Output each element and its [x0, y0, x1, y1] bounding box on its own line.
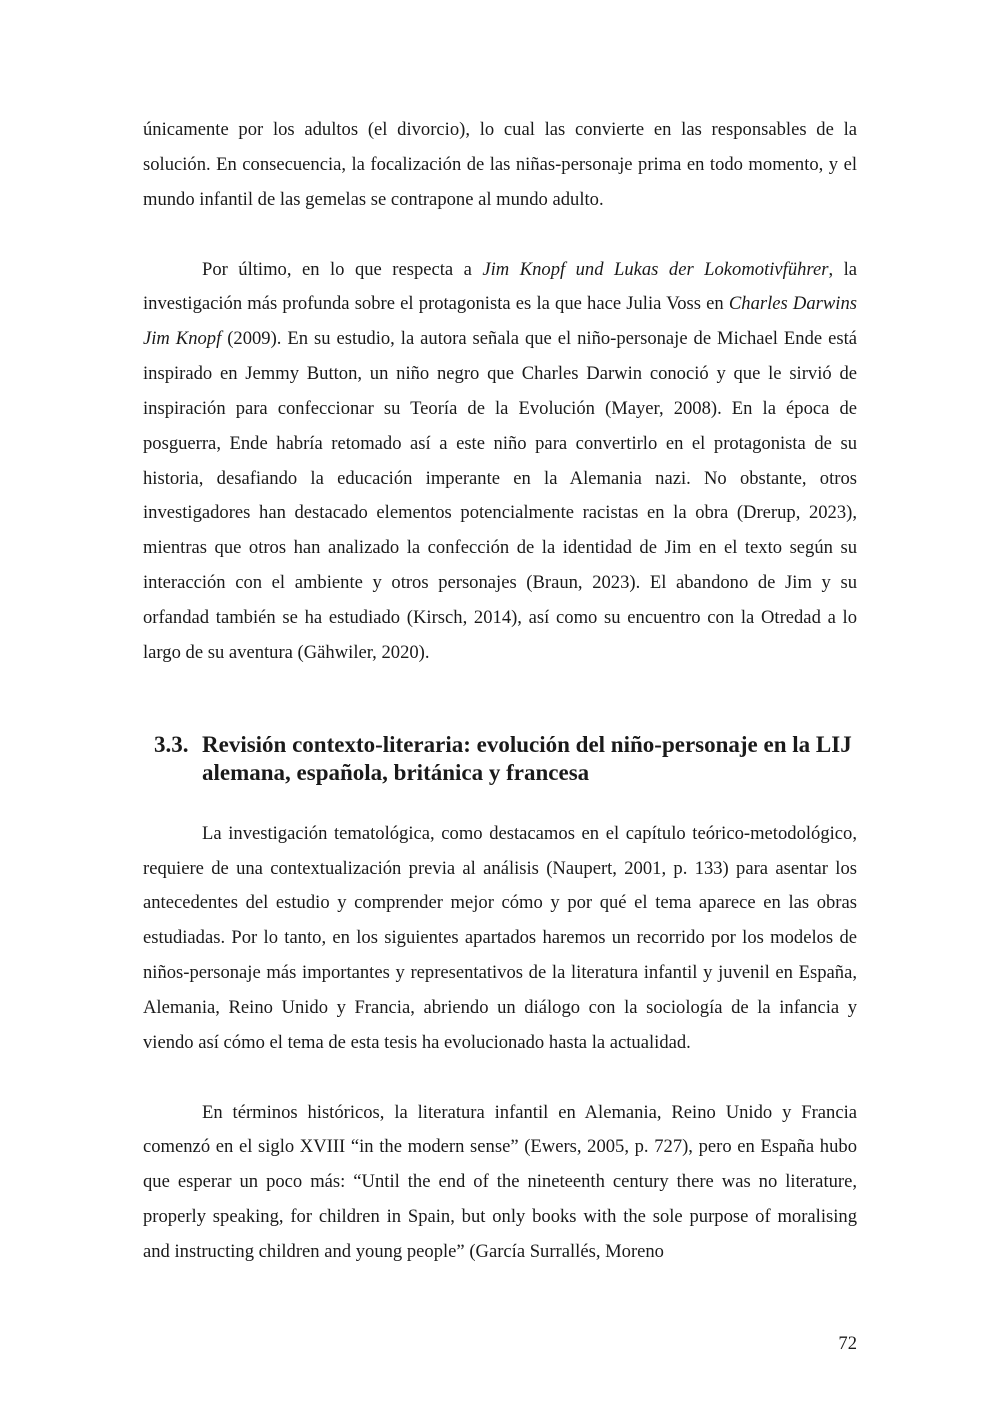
paragraph-2-text-c: (2009). En su estudio, la autora señala que el niño-personaje de Michael Ende está inspirado en Jemmy Button, un niño negro que Charles Darwin conoció y que le sirvió de inspiración para confeccionar su Teoría de la Evolución (Mayer, 2008). En la época de posguerra, Ende habría retomado así a este niño para convertirlo en el protagonista de su historia, desafiando la educación imperante en la Alemania nazi. No obstante, otros investigadores han destacado elementos potencialmente racistas en la obra (Drerup, 2023), mientras que otros han analizado la confección de la identidad de Jim en el texto según su interacción con el ambiente y otros personajes (Braun, 2023). El abandono de Jim y su orfandad también se ha estudiado (Kirsch, 2014), así como su encuentro con la Otredad a lo largo de su aventura (Gähwiler, 2020).: [143, 328, 857, 663]
paragraph-2-text-b: , la investigación más profunda sobre el protagonista es la que hace Julia Voss en: [143, 258, 857, 315]
section-title: Revisión contexto-literaria: evolución del niño-personaje en la LIJ alemana, española, británica y francesa: [202, 731, 852, 785]
heading-gap: [143, 671, 857, 731]
section-heading: [143, 731, 857, 787]
page-body: [143, 113, 857, 1270]
paragraph-2: [143, 253, 857, 671]
paragraph-gap: [143, 1061, 857, 1096]
paragraph-1: [143, 113, 857, 218]
paragraph-1-text: únicamente por los adultos (el divorcio), lo cual las convierte en las responsables de la solución. En consecuencia, la focalización de las niñas-personaje prima en todo momento, y el mundo infantil de las gemelas se contrapone al mundo adulto.: [143, 119, 857, 210]
book-title-jim-knopf: Jim Knopf und Lukas der Lokomotivführer: [482, 258, 829, 280]
paragraph-2-text-a: Por último, en lo que respecta a: [202, 258, 483, 280]
paragraph-4: [143, 1096, 857, 1270]
section-number: 3.3.: [154, 731, 189, 757]
paragraph-gap: [143, 218, 857, 253]
book-title-charles-darwins: Charles Darwins Jim Knopf: [143, 293, 857, 350]
paragraph-3-text: La investigación tematológica, como destacamos en el capítulo teórico-metodológico, requiere de una contextualización previa al análisis (Naupert, 2001, p. 133) para asentar los antecedentes del estudio y comprender mejor cómo y por qué el tema aparece en las obras estudiadas. Por lo tanto, en los siguientes apartados haremos un recorrido por los modelos de niños-personaje más importantes y representativos de la literatura infantil y juvenil en España, Alemania, Reino Unido y Francia, abriendo un diálogo con la sociología de la infancia y viendo así cómo el tema de esta tesis ha evolucionado hasta la actualidad.: [143, 822, 857, 1053]
paragraph-3: [143, 817, 857, 1061]
page-number: 72: [838, 1333, 857, 1354]
paragraph-4-text: En términos históricos, la literatura infantil en Alemania, Reino Unido y Francia comenzó en el siglo XVIII “in the modern sense” (Ewers, 2005, p. 727), pero en España hubo que esperar un poco más: “Until the end of the nineteenth century there was no literature, properly speaking, for children in Spain, but only books with the sole purpose of moralising and instructing children and young people” (García Surrallés, Moreno: [143, 1101, 857, 1262]
